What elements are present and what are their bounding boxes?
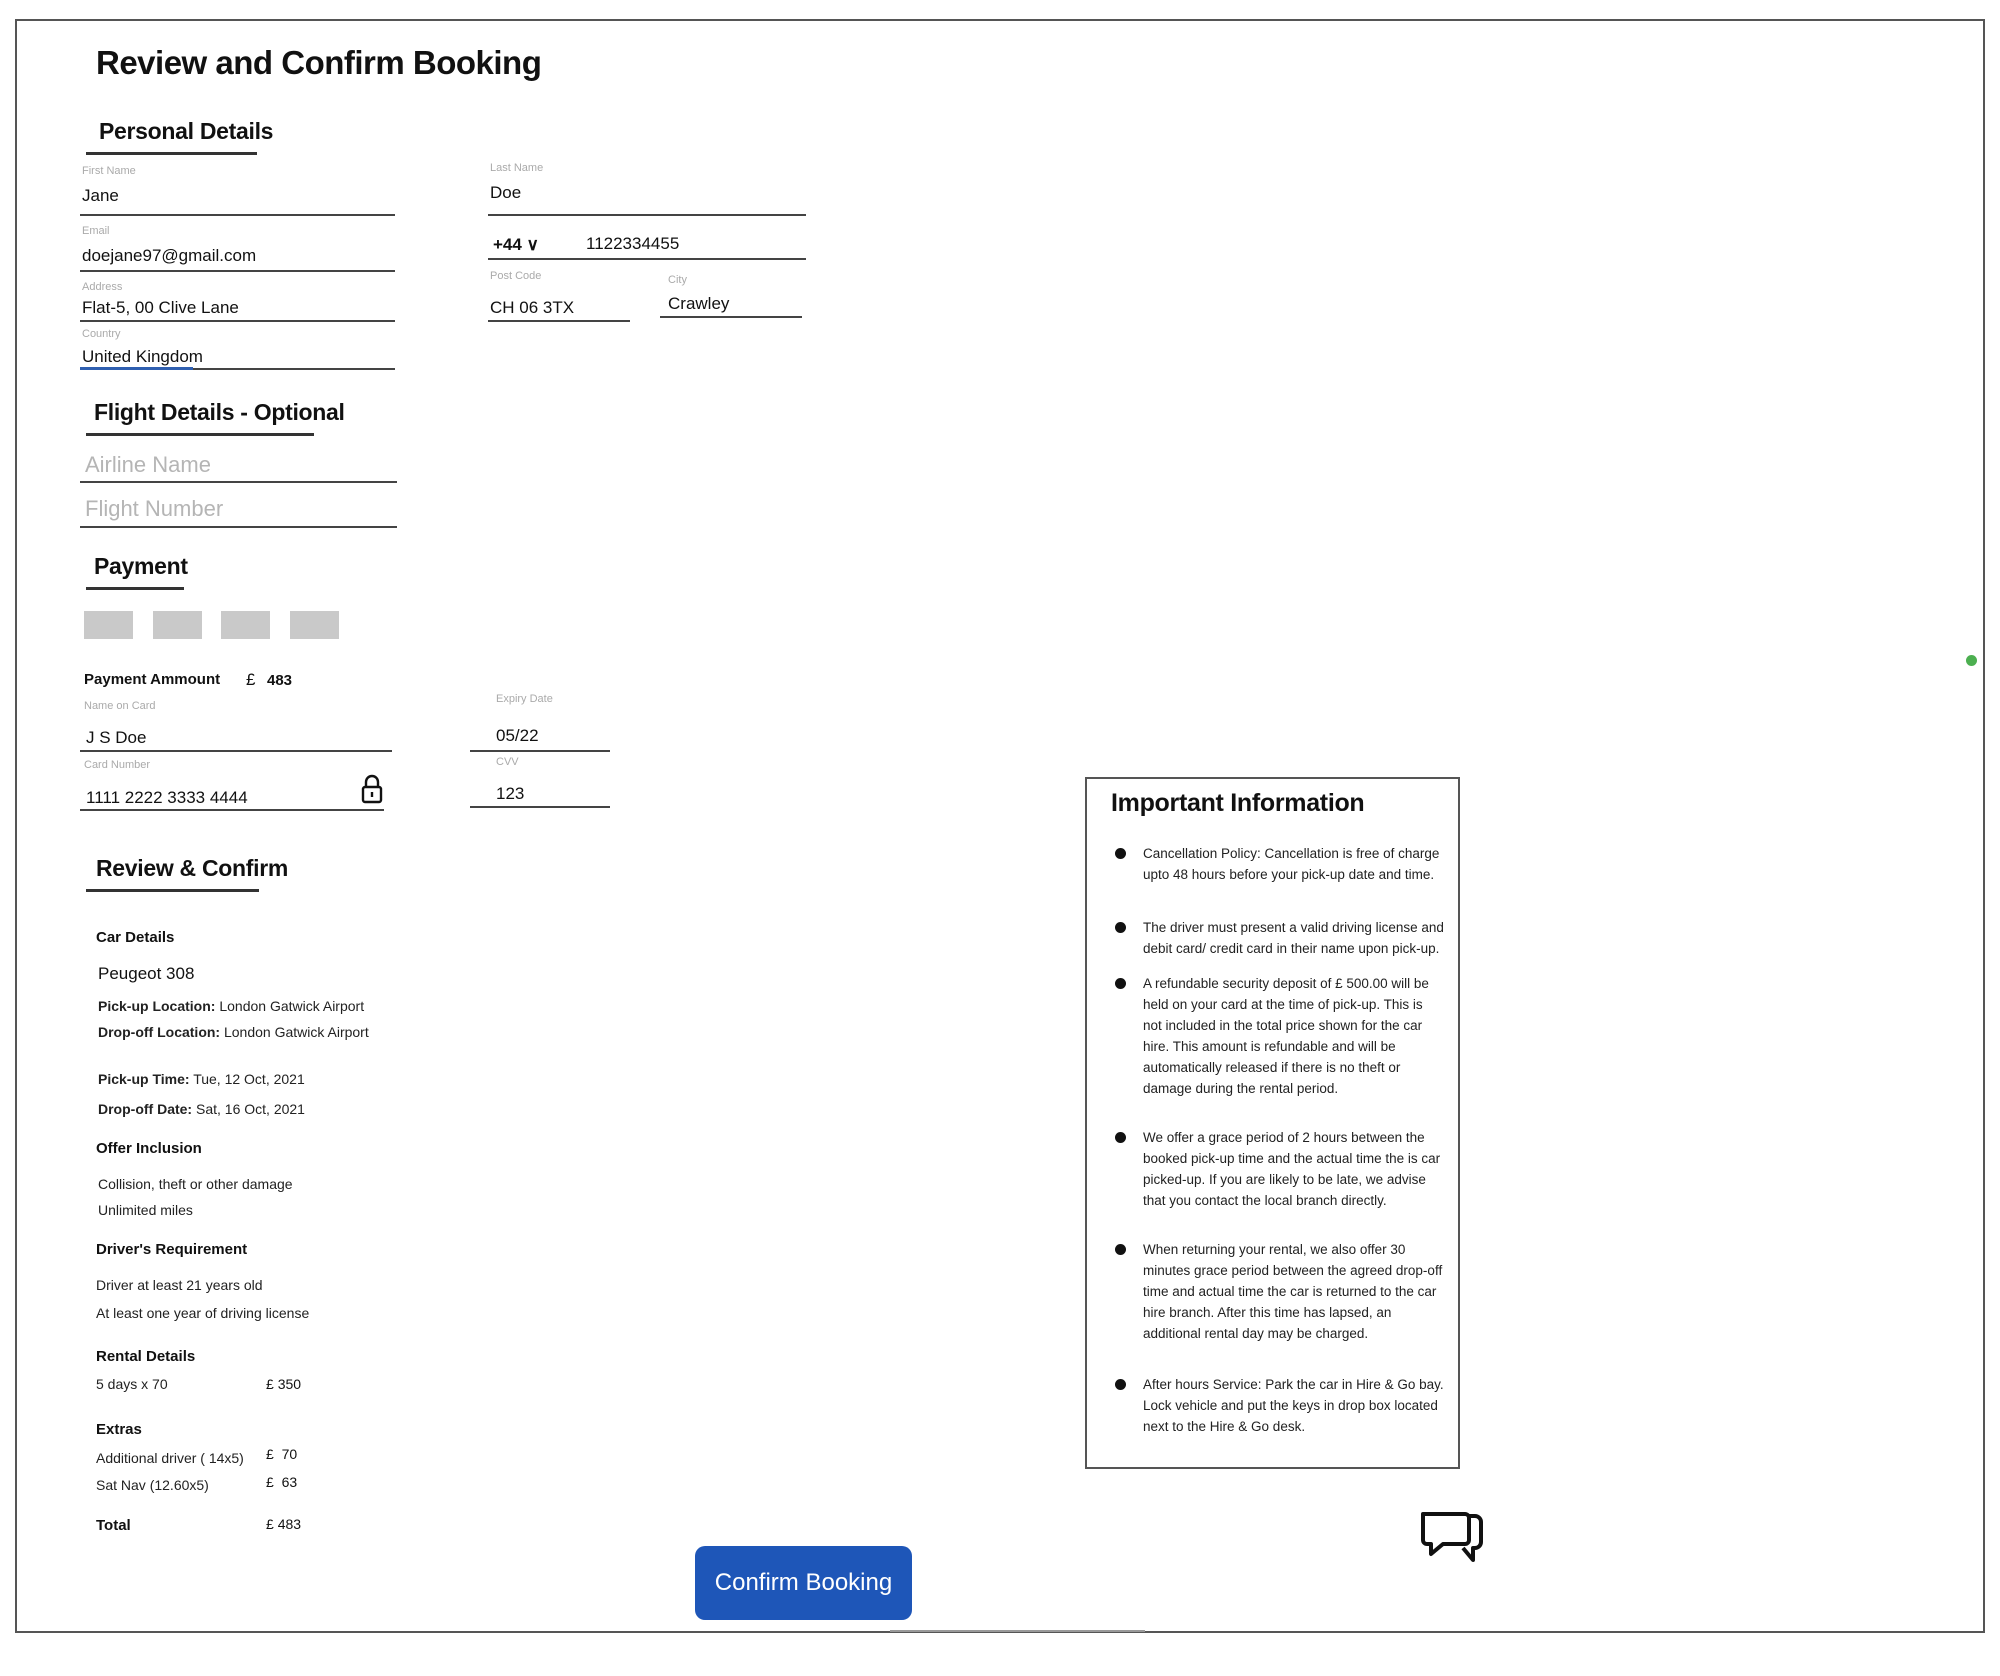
postcode-underline (488, 320, 630, 322)
info-item (1113, 917, 1444, 959)
bottom-divider (890, 1630, 1145, 1632)
city-underline (660, 316, 802, 318)
pickup-location (98, 998, 364, 1014)
address-underline (80, 320, 395, 322)
country-focus-underline (80, 367, 193, 370)
rental-details-heading: Rental Details (96, 1348, 196, 1365)
airline-name-input[interactable]: Airline Name (85, 452, 211, 477)
flight-number-underline (80, 526, 397, 528)
extra-value-1: 70 (281, 1446, 298, 1462)
card-number-field[interactable]: 1111 2222 3333 4444 (86, 788, 248, 807)
status-indicator-dot (1966, 655, 1977, 666)
rental-line: 5 days x 70 (96, 1376, 168, 1392)
bullet-icon (1115, 1379, 1126, 1390)
email-underline (80, 270, 395, 272)
expiry-field[interactable]: 05/22 (496, 726, 539, 745)
payment-method-option-2[interactable] (153, 611, 202, 639)
total-amount (266, 1516, 301, 1532)
country-underline (193, 368, 395, 370)
bullet-icon (1115, 978, 1126, 989)
extra-item-2: Sat Nav (12.60x5) (96, 1477, 209, 1493)
airline-underline (80, 481, 397, 483)
info-item-text: When returning your rental, we also offer 30 minutes grace period between the agreed drop-off time and actual time the car is returned to the car hire branch. After this time has lapsed, an additional rental day may be charged. (1143, 1242, 1443, 1341)
payment-underline (86, 587, 184, 590)
info-item-text: Cancellation Policy: Cancellation is free of charge upto 48 hours before your pick-up date and time. (1143, 846, 1440, 882)
phone-field[interactable]: 1122334455 (586, 234, 680, 253)
info-item (1113, 973, 1444, 1099)
review-heading: Review & Confirm (96, 855, 289, 881)
dropoff-date (98, 1101, 305, 1117)
address-field[interactable]: Flat-5, 00 Clive Lane (82, 298, 239, 317)
flight-details-underline (86, 433, 314, 436)
email-label: Email (82, 225, 110, 237)
extra-amount-1 (266, 1446, 297, 1462)
card-name-label: Name on Card (84, 700, 156, 712)
info-item-text: A refundable security deposit of £ 500.00 will be held on your card at the time of pick-up. This is not included in the total price shown for the car hire. This amount is refundable and will be automatically released if there is no theft or damage during the rental period. (1143, 976, 1429, 1096)
personal-details-heading: Personal Details (99, 118, 274, 144)
city-field[interactable]: Crawley (668, 294, 730, 313)
extra-item-1: Additional driver ( 14x5) (96, 1450, 244, 1466)
payment-heading: Payment (94, 553, 188, 579)
email-field[interactable]: doejane97@gmail.com (82, 246, 257, 265)
offer-item-2: Unlimited miles (98, 1202, 193, 1218)
dropoff-location-value: London Gatwick Airport (223, 1024, 369, 1040)
extra-value-2: 63 (281, 1474, 298, 1490)
bullet-icon (1115, 1244, 1126, 1255)
extra-currency-2: £ (266, 1474, 274, 1490)
rental-currency: £ (266, 1376, 274, 1392)
dropoff-date-value: Sat, 16 Oct, 2021 (196, 1101, 305, 1117)
first-name-field[interactable]: Jane (82, 186, 119, 205)
rental-amount (266, 1376, 301, 1392)
card-number-underline (80, 809, 384, 811)
info-item-text: After hours Service: Park the car in Hire & Go bay. Lock vehicle and put the keys in drop box located next to the Hire & Go desk. (1143, 1377, 1444, 1434)
total-value: 483 (277, 1516, 302, 1532)
extras-heading: Extras (96, 1421, 142, 1438)
driver-requirement-2: At least one year of driving license (96, 1305, 310, 1321)
pickup-time (98, 1071, 305, 1087)
offer-item-1: Collision, theft or other damage (98, 1176, 293, 1192)
payment-method-option-3[interactable] (221, 611, 270, 639)
info-item (1113, 843, 1444, 885)
personal-details-underline (86, 152, 257, 155)
review-underline (86, 889, 259, 892)
info-item-text: We offer a grace period of 2 hours between the booked pick-up time and the actual time the is car picked-up. If you are likely to be late, we advise that you contact the local branch directly. (1143, 1130, 1441, 1208)
pickup-time-value: Tue, 12 Oct, 2021 (193, 1071, 305, 1087)
expiry-label: Expiry Date (496, 693, 553, 705)
pickup-location-label: Pick-up Location: (98, 998, 216, 1014)
important-info-title: Important Information (1111, 789, 1365, 817)
last-name-label: Last Name (490, 162, 544, 174)
payment-amount-label: Payment Ammount (84, 671, 221, 688)
cvv-label: CVV (496, 756, 519, 768)
dropoff-location-label: Drop-off Location: (98, 1024, 221, 1040)
last-name-underline (488, 214, 806, 216)
card-name-field[interactable]: J S Doe (86, 728, 147, 747)
offer-inclusion-heading: Offer Inclusion (96, 1140, 202, 1157)
pickup-location-value: London Gatwick Airport (219, 998, 365, 1014)
phone-code-select[interactable]: +44 ∨ (493, 235, 540, 254)
confirm-booking-button[interactable]: Confirm Booking (695, 1546, 912, 1620)
cvv-field[interactable]: 123 (496, 784, 525, 803)
extra-amount-2 (266, 1474, 297, 1490)
dropoff-location (98, 1024, 369, 1040)
card-number-label: Card Number (84, 759, 151, 771)
chat-icon[interactable] (1417, 1508, 1487, 1575)
driver-requirement-1: Driver at least 21 years old (96, 1277, 263, 1293)
info-item (1113, 1239, 1444, 1344)
phone-underline (488, 258, 806, 260)
first-name-underline (80, 214, 395, 216)
total-currency: £ (266, 1516, 274, 1532)
driver-requirement-heading: Driver's Requirement (96, 1241, 248, 1258)
payment-method-option-4[interactable] (290, 611, 339, 639)
info-item (1113, 1374, 1444, 1437)
page-frame (15, 19, 1985, 1633)
bullet-icon (1115, 1132, 1126, 1143)
first-name-label: First Name (82, 165, 136, 177)
flight-number-input[interactable]: Flight Number (85, 496, 224, 521)
dropoff-date-label: Drop-off Date: (98, 1101, 193, 1117)
car-model: Peugeot 308 (98, 964, 195, 983)
city-label: City (668, 274, 687, 286)
page-title: Review and Confirm Booking (96, 44, 542, 81)
total-label: Total (96, 1517, 131, 1534)
expiry-underline (470, 750, 610, 752)
country-label: Country (82, 328, 121, 340)
important-info-list (1113, 843, 1444, 1437)
card-name-underline (80, 750, 392, 752)
flight-details-heading: Flight Details - Optional (94, 399, 345, 425)
info-item-text: The driver must present a valid driving license and debit card/ credit card in their name upon pick-up. (1143, 920, 1444, 956)
lock-icon (360, 773, 384, 810)
rental-value: 350 (277, 1376, 302, 1392)
address-label: Address (82, 281, 123, 293)
payment-currency: £ (246, 670, 256, 689)
cvv-underline (470, 806, 610, 808)
postcode-field[interactable]: CH 06 3TX (490, 298, 575, 317)
info-item (1113, 1127, 1444, 1211)
important-info-panel (1085, 777, 1460, 1469)
last-name-field[interactable]: Doe (490, 183, 522, 202)
extra-currency-1: £ (266, 1446, 274, 1462)
car-details-heading: Car Details (96, 929, 175, 946)
payment-method-option-1[interactable] (84, 611, 133, 639)
postcode-label: Post Code (490, 270, 542, 282)
pickup-time-label: Pick-up Time: (98, 1071, 190, 1087)
bullet-icon (1115, 922, 1126, 933)
country-field[interactable]: United Kingdom (82, 347, 203, 366)
payment-amount-value: 483 (267, 672, 293, 689)
bullet-icon (1115, 848, 1126, 859)
